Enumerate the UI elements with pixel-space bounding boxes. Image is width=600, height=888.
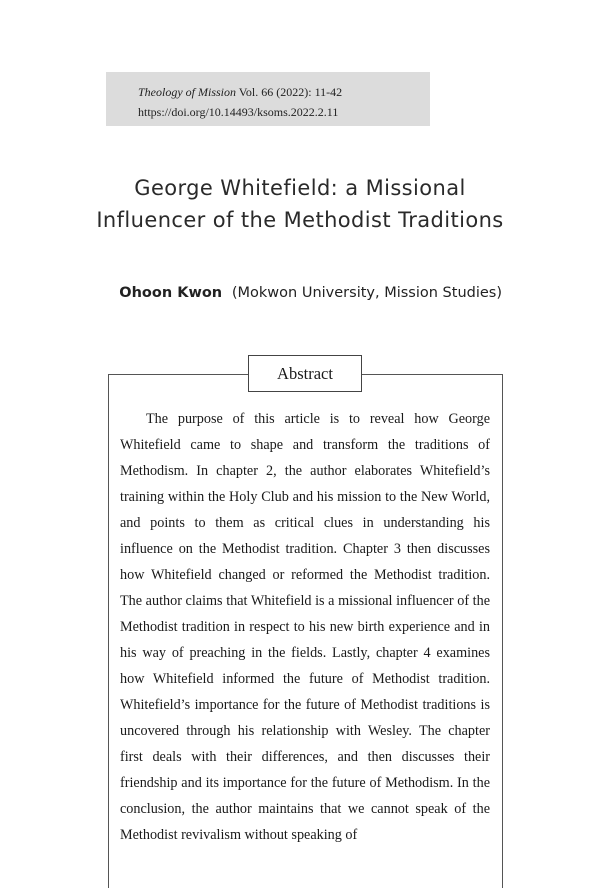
article-title (0, 172, 600, 236)
author-line (119, 285, 502, 302)
journal-name: Theology of Mission (138, 85, 236, 99)
author-name: Ohoon Kwon (119, 285, 223, 301)
title-line-2: Influencer of the Methodist Traditions (96, 208, 504, 232)
title-line-1: George Whitefield: a Missional (134, 176, 466, 200)
citation-box (106, 72, 430, 126)
abstract-heading: Abstract (248, 355, 362, 392)
doi-link[interactable]: https://doi.org/10.14493/ksoms.2022.2.11 (138, 105, 339, 119)
volume-info: Vol. 66 (2022): 11-42 (238, 85, 343, 99)
citation-line-1 (138, 82, 430, 102)
abstract-body: The purpose of this article is to reveal how George Whitefield came to shape and transform the traditions of Methodism. In chapter 2, the author elaborates Whitefield’s training within the Holy Club and his mission to the New World, and points to them as critical clues in understanding his influence on the Methodist tradition. Chapter 3 then discusses how Whitefield changed or reformed the Methodist tradition. The author claims that Whitefield is a missional influencer of the Methodist tradition in respect to his new birth experience and in his way of preaching in the fields. Lastly, chapter 4 examines how Whitefield informed the future of Methodist tradition. Whitefield’s importance for the future of Methodist traditions is uncovered through his relationship with Wesley. The chapter first deals with their differences, and then discusses their friendship and its importance for the future of Methodism. In the conclusion, the author maintains that we cannot speak of the Methodist revivalism without speaking of (120, 411, 490, 843)
author-affiliation: (Mokwon University, Mission Studies) (231, 285, 502, 301)
